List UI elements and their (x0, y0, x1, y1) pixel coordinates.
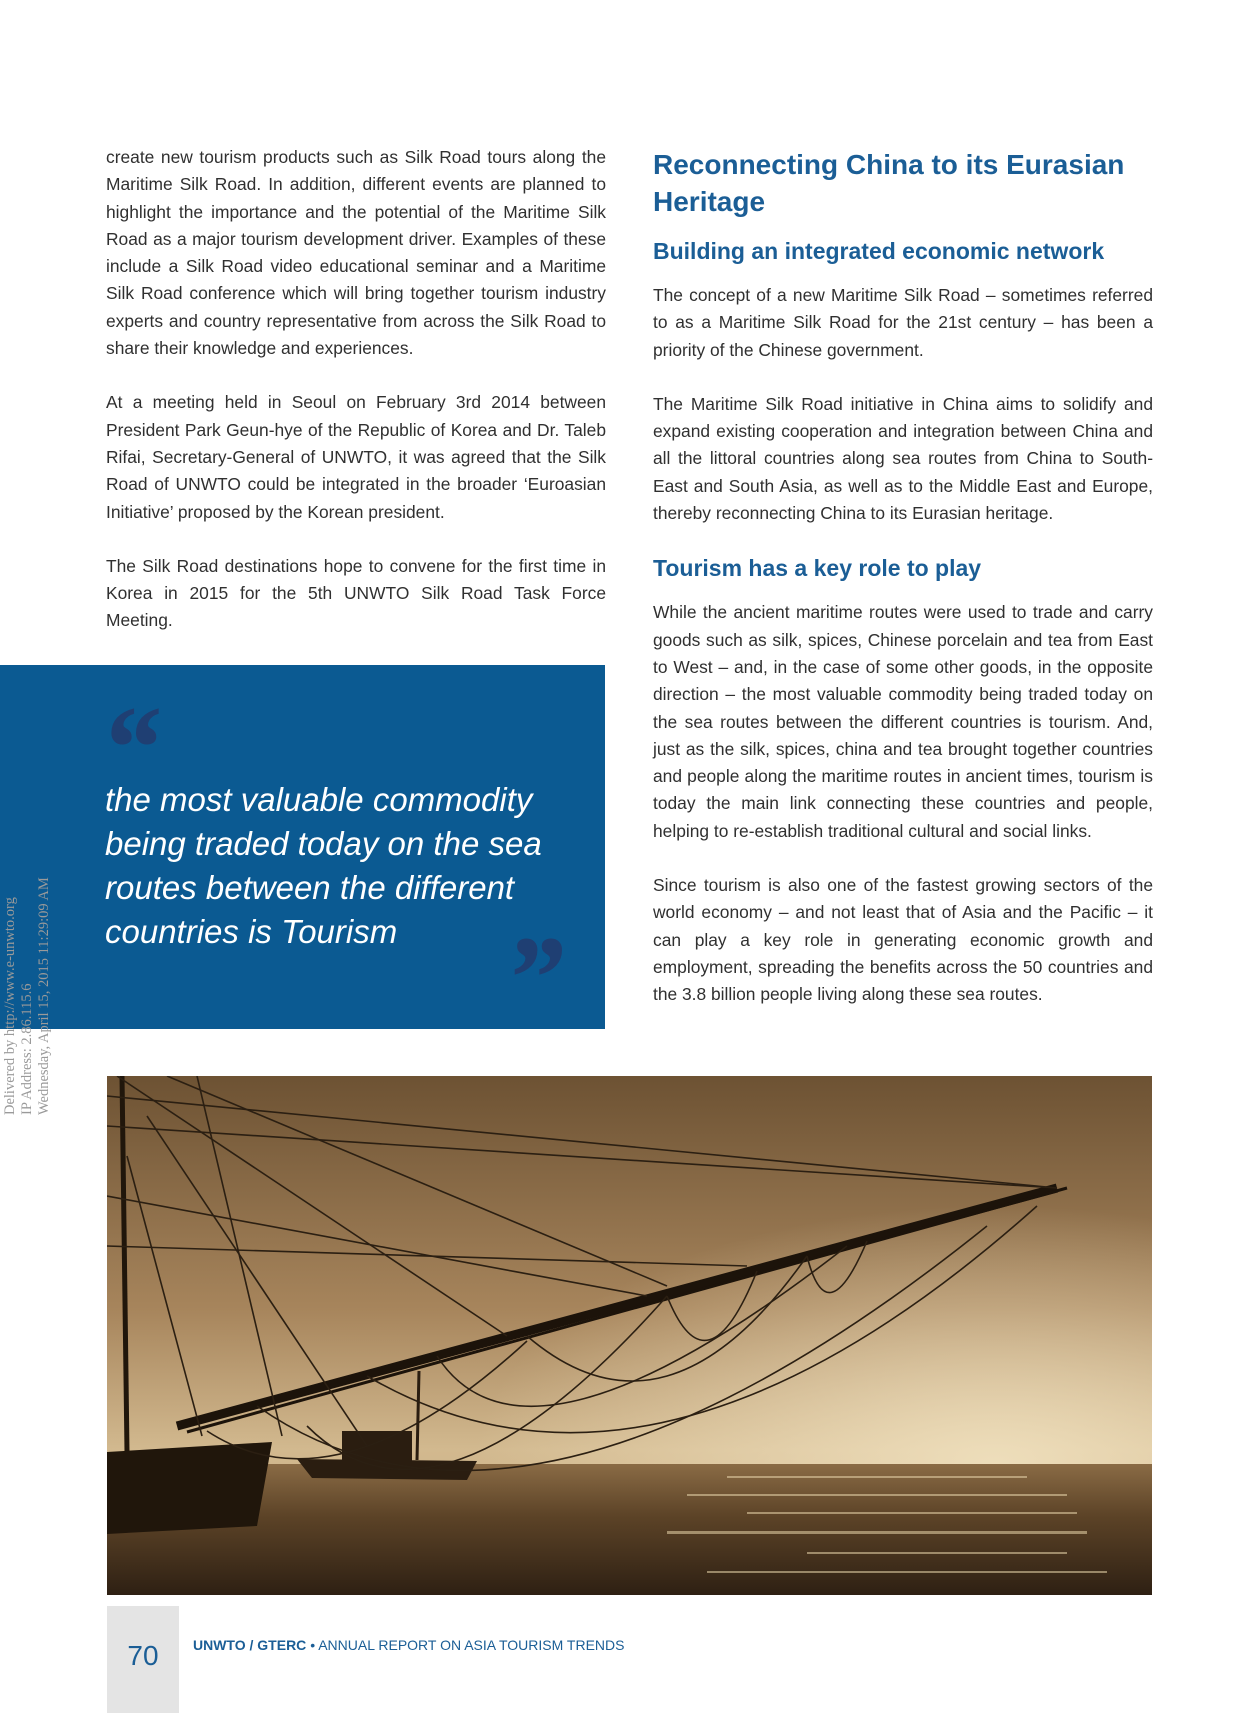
paragraph: The concept of a new Maritime Silk Road – sometimes referred to as a Maritime Silk Road for the 21st century – has been a priority of the Chinese government. (653, 285, 1153, 360)
subheading: Tourism has a key role to play (653, 555, 982, 582)
subheading: Building an integrated economic network (653, 238, 1105, 264)
pull-quote-text: the most valuable commodity being traded today on the sea routes between the different countries is Tourism (105, 781, 542, 950)
paragraph: The Maritime Silk Road initiative in China aims to solidify and expand existing cooperation and integration between China and all the littoral countries along sea routes from China to South- East and South Asia, as well as to the Middle East and Europe, thereby reconnecting China to its Eurasian heritage. (653, 393, 1153, 524)
running-footer (193, 1637, 624, 1653)
footer-org: UNWTO / GTERC (193, 1637, 307, 1653)
close-quote-mark: ” (504, 911, 564, 1044)
paragraph: While the ancient maritime routes were used to trade and carry goods such as silk, spices, Chinese porcelain and tea from East to West – and, in the case of some other goods, in the opposite direction – the most valuable commodity being traded today on the sea routes between the different countries is tourism. And, just as the silk, spices, china and tea brought together countries and people along the maritime routes in ancient times, tourism is today the main link connecting these countries and people, helping to re-establish traditional cultural and social links. (653, 602, 1153, 841)
left-column (106, 144, 606, 635)
section-title: Reconnecting China to its Eurasian Heritage (653, 149, 1125, 217)
watermark-line: IP Address: 2.86.115.6 (19, 983, 35, 1115)
delivery-watermark (2, 825, 53, 1115)
open-quote-mark: “ (100, 681, 160, 814)
paragraph: Since tourism is also one of the fastest growing sectors of the world economy – and not least that of Asia and the Pacific – it can play a key role in generating economic growth and employment, spreading the benefits across the 50 countries and the 3.8 billion people living along these sea routes. (653, 875, 1153, 1005)
watermark-line: Wednesday, April 15, 2015 11:29:09 AM (36, 877, 52, 1115)
footer-report-title: ANNUAL REPORT ON ASIA TOURISM TRENDS (318, 1637, 625, 1653)
page-number: 70 (127, 1640, 159, 1671)
paragraph: At a meeting held in Seoul on February 3rd 2014 between President Park Geun-hye of the Republic of Korea and Dr. Taleb Rifai, Secretary-General of UNWTO, it was agreed that the Silk Road of UNWTO could be integrated in the broader ‘Euroasian Initiative’ proposed by the Korean president. (106, 392, 606, 522)
footer-bullet: • (310, 1637, 316, 1653)
paragraph: create new tourism products such as Silk Road tours along the Maritime Silk Road. In addition, different events are planned to highlight the importance and the potential of the Maritime Silk Road as a major tourism development driver. Examples of these include a Silk Road video educational seminar and a Maritime Silk Road conference which will bring together tourism industry experts and country representative from across the Silk Road to share their knowledge and experiences. (106, 147, 606, 359)
watermark-line: Delivered by http://www.e-unwto.org (2, 897, 18, 1115)
paragraph: The Silk Road destinations hope to convene for the first time in Korea in 2015 for the 5th UNWTO Silk Road Task Force Meeting. (106, 555, 606, 631)
sepia-ship-photo (107, 1076, 1152, 1595)
ship-illustration (107, 1076, 1152, 1595)
right-column (653, 146, 1153, 1009)
